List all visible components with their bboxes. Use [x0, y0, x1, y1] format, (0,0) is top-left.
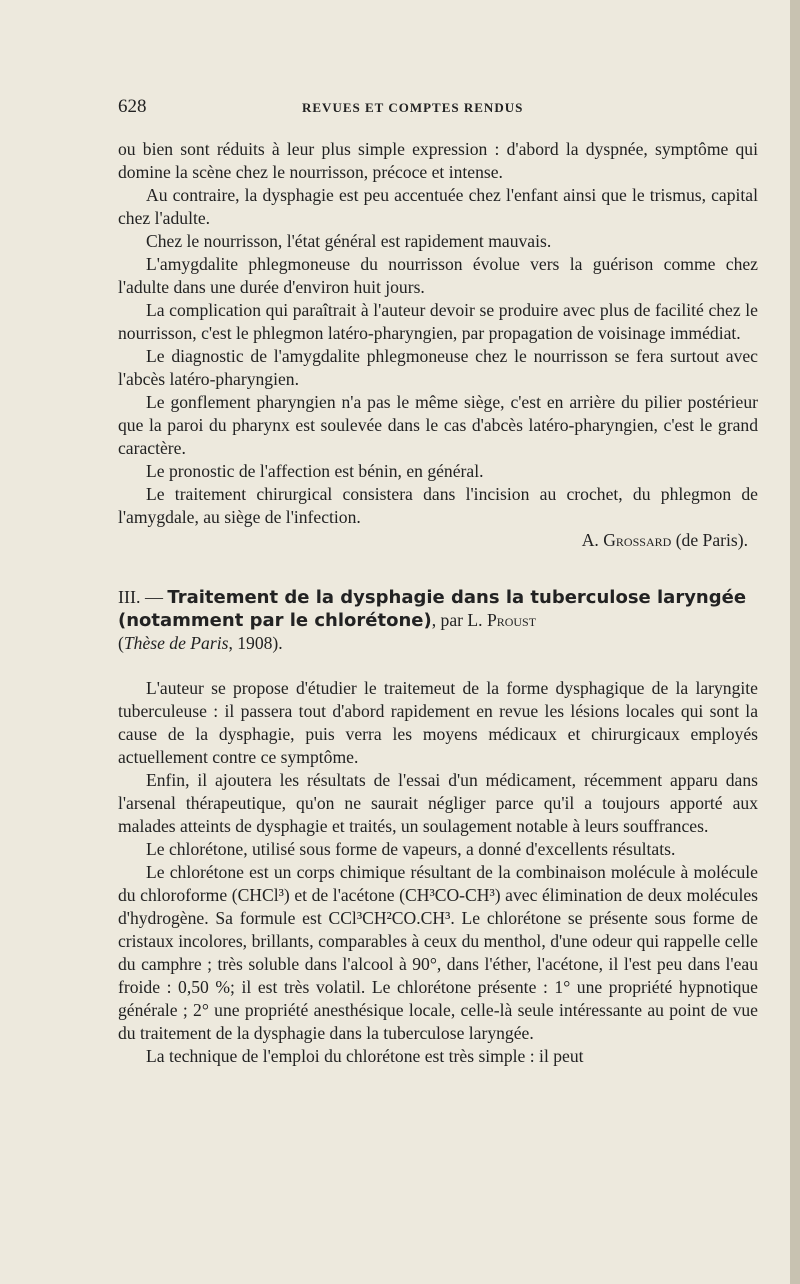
spacer: [118, 655, 758, 677]
section-by: , par L.: [431, 610, 483, 630]
signature-name: Grossard: [603, 530, 672, 550]
paragraph: Le diagnostic de l'amygdalite phlegmoneuse chez le nourrisson se fera surtout avec l'abcès latéro-pharyngien.: [118, 346, 758, 389]
running-head: [118, 96, 758, 126]
paragraph: Chez le nourrisson, l'état général est rapidement mauvais.: [146, 231, 552, 251]
signature-place: (de Paris).: [675, 530, 748, 550]
paragraph: L'amygdalite phlegmoneuse du nourrisson évolue vers la guérison comme chez l'adulte dans une durée d'environ huit jours.: [118, 254, 758, 297]
paragraph: Le chlorétone est un corps chimique résultant de la combinaison molécule à molécule du chloroforme (CHCl³) et de l'acétone (CH³CO-CH³) avec élimination de deux molécules d'hydrogène. Sa formule est CCl³CH²CO.CH³. Le chlorétone se présente sous forme de cristaux incolores, brillants, comparables à ceux du menthol, d'une odeur qui rappelle celle du camphre ; très soluble dans l'alcool à 90°, dans l'éther, l'acétone, il l'est peu dans l'eau froide : 0,50 %; il est très volatil. Le chlorétone présente : 1° une propriété hypnotique générale ; 2° une propriété anesthésique locale, celle-là seule intéressante au point de vue du traitement de la dysphagie dans la tuberculose laryngée.: [118, 862, 758, 1043]
paragraph: Enfin, il ajoutera les résultats de l'essai d'un médicament, récemment apparu dans l'arsenal thérapeutique, qu'on ne saurait négliger parce qu'il a toujours apporté aux malades atteints de dysphagie et traités, un soulagement notable à leurs souffrances.: [118, 770, 758, 836]
paragraph: La complication qui paraîtrait à l'auteur devoir se produire avec plus de facilité chez le nourrisson, c'est le phlegmon latéro-pharyngien, par propagation de voisinage immédiat.: [118, 300, 758, 343]
section-thesis: Thèse de Paris: [123, 633, 229, 653]
paragraph: Le gonflement pharyngien n'a pas le même siège, c'est en arrière du pilier postérieur que la paroi du pharynx est soulevée dans le cas d'abcès latéro-pharyngien, c'est le grand caractère.: [118, 392, 758, 458]
page-number: 628: [118, 96, 147, 117]
section-year: , 1908).: [228, 633, 283, 653]
paragraph: Le chlorétone, utilisé sous forme de vapeurs, a donné d'excellents résultats.: [146, 839, 676, 859]
page-edge-shadow: [790, 0, 800, 1284]
paragraph: La technique de l'emploi du chlorétone est très simple : il peut: [146, 1046, 584, 1066]
paragraph: Le pronostic de l'affection est bénin, en général.: [146, 461, 484, 481]
section-author: Proust: [486, 610, 537, 630]
paragraph: Le traitement chirurgical consistera dans l'incision au crochet, du phlegmon de l'amygdale, au siège de l'infection.: [118, 484, 758, 527]
section-heading: III. — Traitement de la dysphagie dans la tuberculose laryngée (notamment par le chlorétone), par L. Proust (Thèse de Paris, 1908).: [118, 587, 747, 653]
running-title: REVUES ET COMPTES RENDUS: [302, 100, 524, 115]
signature: [118, 529, 758, 552]
section-title: Traitement de la dysphagie dans la tuberculose laryngée (notamment par le chlorétone): [118, 587, 747, 631]
paragraph: L'auteur se propose d'étudier le traitemeut de la forme dysphagique de la laryngite tuberculeuse : il passera tout d'abord rapidement en revue les lésions locales qui sont la cause de la dysphagie, puis verra les moyens médicaux et chirurgicaux employés actuellement contre ce symptôme.: [118, 678, 758, 767]
paragraph: ou bien sont réduits à leur plus simple expression : d'abord la dyspnée, symptôme qui domine la scène chez le nourrisson, précoce et intense.: [118, 139, 758, 182]
signature-initial: A.: [581, 530, 599, 550]
paragraph: Au contraire, la dysphagie est peu accentuée chez l'enfant ainsi que le trismus, capital chez l'adulte.: [118, 185, 758, 228]
section-number: III. —: [118, 587, 163, 607]
